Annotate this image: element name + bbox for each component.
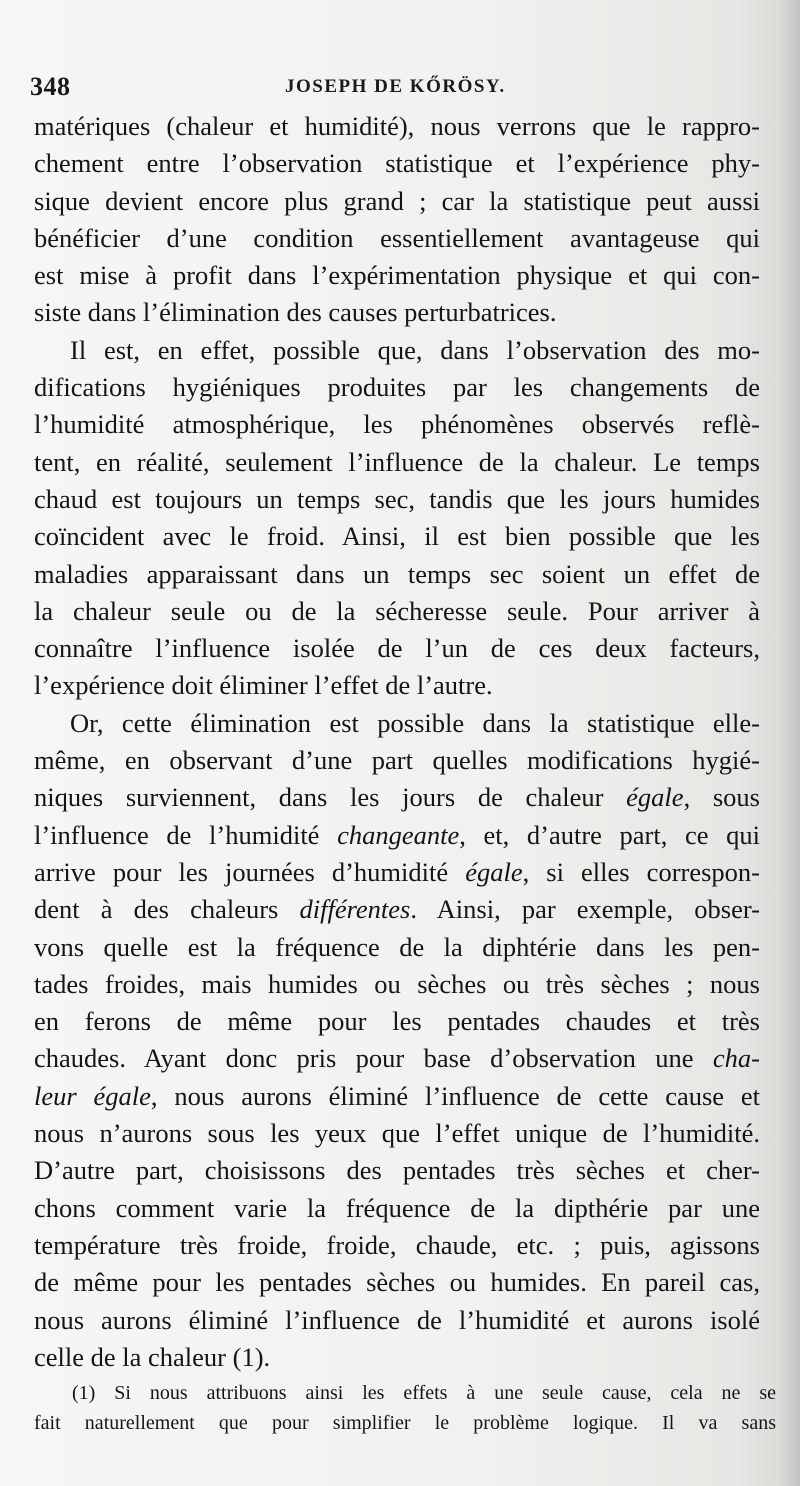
text-line: siste dans l’élimination des causes perturbatrices.	[34, 297, 557, 328]
text-line: chaudes. Ayant donc pris pour base d’observation une cha-	[34, 1043, 760, 1074]
text-line: maladies apparaissant dans un temps sec soient un effet de	[34, 558, 760, 589]
text-line: bénéficier d’une condition essentiellement avantageuse qui	[34, 222, 760, 253]
text-line: Or, cette élimination est possible dans la statistique elle-	[70, 707, 760, 738]
text-line: leur égale, nous aurons éliminé l’influence de cette cause et	[34, 1080, 760, 1111]
text-line: de même pour les pentades sèches ou humides. En pareil cas,	[34, 1267, 760, 1298]
emphasis: changeante	[337, 819, 460, 850]
text-line: sique devient encore plus grand ; car la statistique peut aussi	[34, 185, 760, 216]
text-line: nous n’aurons sous les yeux que l’effet unique de l’humidité.	[34, 1118, 760, 1149]
text-line: l’influence de l’humidité changeante, et, d’autre part, ce qui	[34, 819, 760, 850]
text-line: Il est, en effet, possible que, dans l’observation des mo-	[70, 334, 760, 365]
page-number: 348	[30, 72, 71, 101]
text-line: difications hygiéniques produites par les changements de	[34, 372, 760, 403]
text-line: la chaleur seule ou de la sécheresse seule. Pour arriver à	[34, 595, 760, 626]
text-line: chement entre l’observation statistique et l’expérience phy-	[34, 148, 760, 179]
footnote-line: fait naturellement que pour simplifier le problème logique. Il va sans	[34, 1412, 776, 1434]
text-line: vons quelle est la fréquence de la diphtérie dans les pen-	[34, 931, 760, 962]
text-line: celle de la chaleur (1).	[34, 1341, 271, 1372]
emphasis: différentes	[299, 894, 411, 925]
text-line: même, en observant d’une part quelles modifications hygié-	[34, 745, 760, 776]
text-line: D’autre part, choisissons des pentades très sèches et cher-	[34, 1155, 760, 1186]
text-line: dent à des chaleurs différentes. Ainsi, par exemple, obser-	[34, 894, 760, 925]
text-line: chaud est toujours un temps sec, tandis que les jours humides	[34, 483, 760, 514]
body-text	[34, 108, 760, 1376]
footnote	[34, 1378, 776, 1438]
text-line: chons comment varie la fréquence de la dipthérie par une	[34, 1192, 760, 1223]
text-line: matériques (chaleur et humidité), nous verrons que le rappro-	[34, 111, 760, 141]
emphasis: égale	[465, 856, 523, 887]
emphasis: leur égale	[34, 1080, 151, 1111]
text-line: l’humidité atmosphérique, les phénomènes observés reflè-	[34, 409, 760, 440]
text-line: connaître l’influence isolée de l’un de ces deux facteurs,	[34, 633, 760, 664]
text-line: coïncident avec le froid. Ainsi, il est bien possible que les	[34, 521, 760, 552]
emphasis: égale	[626, 782, 684, 813]
running-head	[30, 72, 770, 104]
footnote-line: (1) Si nous attribuons ainsi les effets à une seule cause, cela ne se	[72, 1382, 776, 1404]
text-line: en ferons de même pour les pentades chaudes et très	[34, 1006, 760, 1037]
text-line: niques surviennent, dans les jours de chaleur égale, sous	[34, 782, 760, 813]
text-line: l’expérience doit éliminer l’effet de l’autre.	[34, 670, 493, 701]
text-line: nous aurons éliminé l’influence de l’humidité et aurons isolé	[34, 1304, 760, 1335]
page-edge-shadow	[778, 0, 800, 1486]
text-line: tent, en réalité, seulement l’influence de la chaleur. Le temps	[34, 446, 760, 477]
header-title: JOSEPH DE KŐRÖSY.	[285, 76, 506, 97]
text-line: tades froides, mais humides ou sèches ou très sèches ; nous	[34, 968, 760, 999]
text-line: température très froide, froide, chaude, etc. ; puis, agissons	[34, 1229, 760, 1260]
text-line: arrive pour les journées d’humidité égale, si elles correspon-	[34, 856, 760, 887]
text-line: est mise à profit dans l’expérimentation physique et qui con-	[34, 260, 760, 291]
emphasis: cha-	[712, 1043, 760, 1074]
